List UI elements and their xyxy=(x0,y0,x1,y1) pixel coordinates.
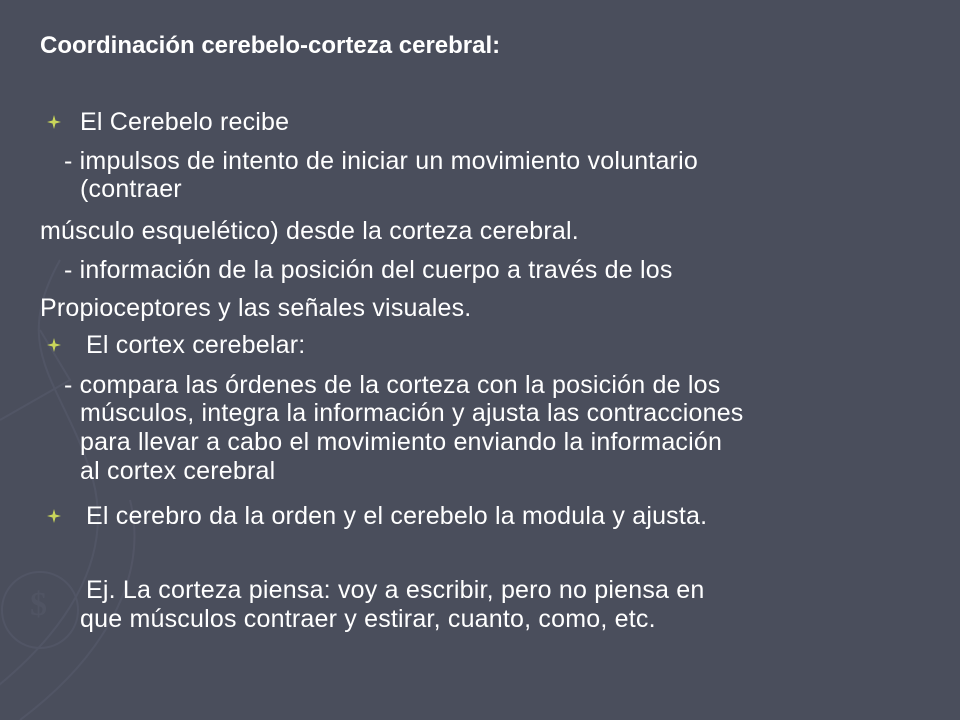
text-line: - información de la posición del cuerpo a través de los xyxy=(64,256,673,284)
example-line: que músculos contraer y estirar, cuanto, como, etc. xyxy=(80,605,656,633)
text-line: músculos, integra la información y ajusta las contracciones xyxy=(80,399,744,427)
text-line: - compara las órdenes de la corteza con la posición de los xyxy=(64,371,721,399)
diamond-bullet-icon xyxy=(46,114,62,130)
text-line: al cortex cerebral xyxy=(80,457,276,485)
text-line: (contraer xyxy=(80,175,182,203)
text-line: - impulsos de intento de iniciar un movimiento voluntario xyxy=(64,147,698,175)
slide-title: Coordinación cerebelo-corteza cerebral: xyxy=(40,32,501,59)
svg-text:$: $ xyxy=(30,586,47,623)
text-line: Propioceptores y las señales visuales. xyxy=(40,294,472,322)
diamond-bullet-icon xyxy=(46,337,62,353)
example-line: Ej. La corteza piensa: voy a escribir, pero no piensa en xyxy=(86,576,705,604)
bullet-text-cortex-cerebelar: El cortex cerebelar: xyxy=(86,331,306,359)
diamond-bullet-icon xyxy=(46,508,62,524)
bullet-text-cerebro-orden: El cerebro da la orden y el cerebelo la modula y ajusta. xyxy=(86,502,708,530)
bullet-text-cerebelo-recibe: El Cerebelo recibe xyxy=(80,108,290,136)
text-line: músculo esquelético) desde la corteza cerebral. xyxy=(40,217,579,245)
text-line: para llevar a cabo el movimiento enviando la información xyxy=(80,428,723,456)
